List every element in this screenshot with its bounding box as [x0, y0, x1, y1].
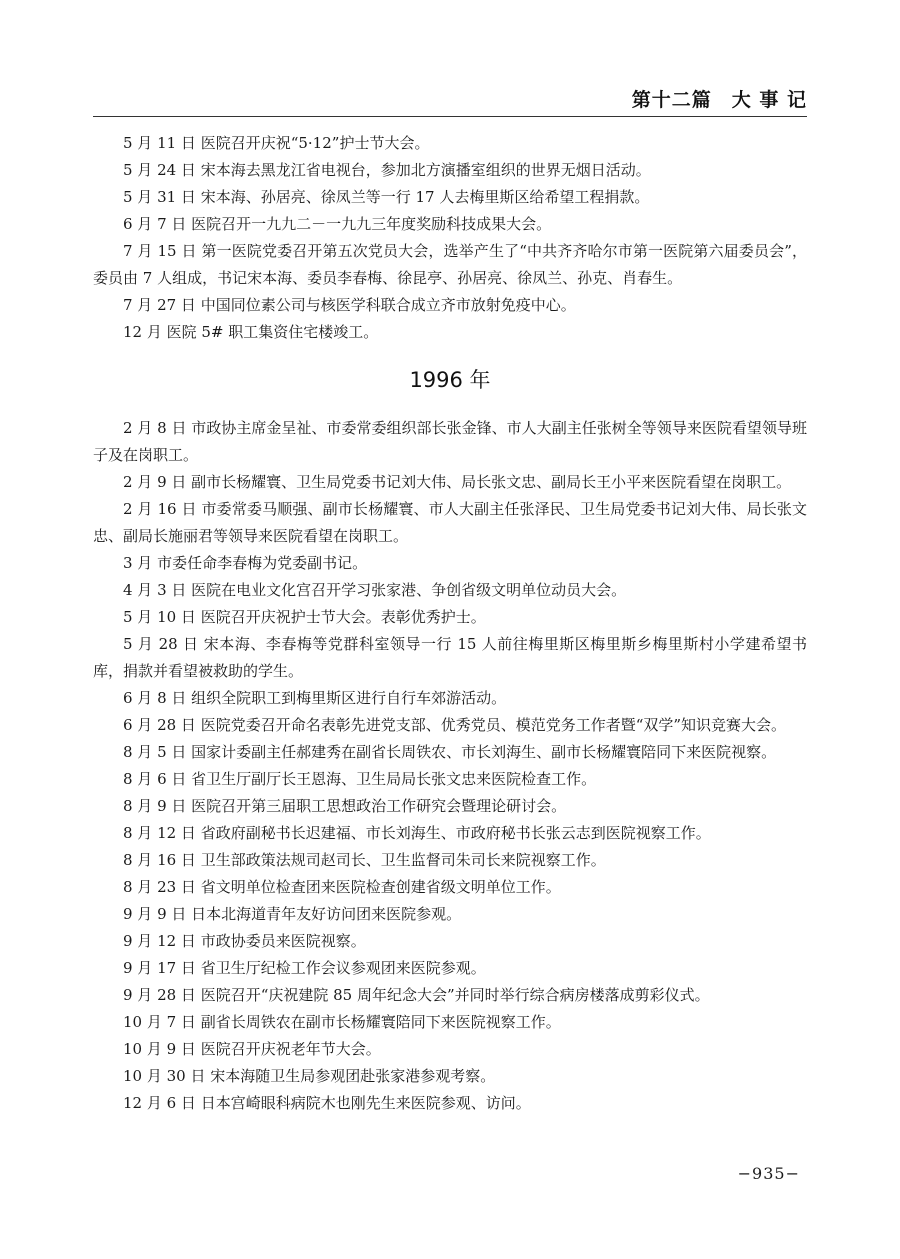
- event-entry: 5 月 11 日 医院召开庆祝“5·12”护士节大会。: [123, 134, 430, 152]
- event-entry: 9 月 28 日 医院召开“庆祝建院 85 周年纪念大会”并同时举行综合病房楼落成剪彩仪式。: [123, 986, 710, 1004]
- event-entry: 4 月 3 日 医院在电业文化宫召开学习张家港、争创省级文明单位动员大会。: [123, 581, 627, 599]
- event-entry: 8 月 5 日 国家计委副主任郝建秀在副省长周铁农、市长刘海生、副市长杨耀寰陪同下来医院视察。: [123, 743, 777, 761]
- event-entry: 10 月 7 日 副省长周铁农在副市长杨耀寰陪同下来医院视察工作。: [123, 1013, 561, 1031]
- entries-1995: [93, 130, 807, 346]
- event-entry: 8 月 6 日 省卫生厅副厅长王恩海、卫生局局长张文忠来医院检查工作。: [123, 770, 597, 788]
- event-entry: 2 月 9 日 副市长杨耀寰、卫生局党委书记刘大伟、局长张文忠、副局长王小平来医院看望在岗职工。: [123, 473, 792, 491]
- event-entry: 6 月 7 日 医院召开一九九二－一九九三年度奖励科技成果大会。: [123, 215, 552, 233]
- event-entry: 7 月 15 日 第一医院党委召开第五次党员大会，选举产生了“中共齐齐哈尔市第一医院第六届委员会”，委员由 7 人组成，书记宋本海、委员李春梅、徐昆亭、孙居亮、徐凤兰、孙克、肖春生。: [93, 242, 807, 287]
- event-entry: 8 月 23 日 省文明单位检查团来医院检查创建省级文明单位工作。: [123, 878, 561, 896]
- event-entry: 8 月 9 日 医院召开第三届职工思想政治工作研究会暨理论研讨会。: [123, 797, 567, 815]
- event-entry: 5 月 28 日 宋本海、李春梅等党群科室领导一行 15 人前往梅里斯区梅里斯乡梅里斯村小学建希望书库，捐款并看望被救助的学生。: [93, 635, 807, 680]
- event-entry: 9 月 9 日 日本北海道青年友好访问团来医院参观。: [123, 905, 462, 923]
- event-entry: 9 月 17 日 省卫生厅纪检工作会议参观团来医院参观。: [123, 959, 486, 977]
- event-entry: 12 月 6 日 日本宫崎眼科病院木也刚先生来医院参观、访问。: [123, 1094, 531, 1112]
- event-entry: 10 月 9 日 医院召开庆祝老年节大会。: [123, 1040, 381, 1058]
- event-entry: 9 月 12 日 市政协委员来医院视察。: [123, 932, 366, 950]
- event-entry: 2 月 8 日 市政协主席金呈祉、市委常委组织部长张金锋、市人大副主任张树全等领导来医院看望领导班子及在岗职工。: [93, 419, 807, 464]
- event-entry: 5 月 10 日 医院召开庆祝护士节大会。表彰优秀护士。: [123, 608, 486, 626]
- event-entry: 2 月 16 日 市委常委马顺强、副市长杨耀寰、市人大副主任张泽民、卫生局党委书记刘大伟、局长张文忠、副局长施丽君等领导来医院看望在岗职工。: [93, 500, 807, 545]
- event-entry: 10 月 30 日 宋本海随卫生局参观团赴张家港参观考察。: [123, 1067, 496, 1085]
- page-number: −935−: [737, 1164, 800, 1183]
- event-entry: 8 月 16 日 卫生部政策法规司赵司长、卫生监督司朱司长来院视察工作。: [123, 851, 606, 869]
- entries-1996: [93, 415, 807, 1117]
- event-entry: 12 月 医院 5# 职工集资住宅楼竣工。: [123, 323, 379, 341]
- event-entry: 6 月 8 日 组织全院职工到梅里斯区进行自行车郊游活动。: [123, 689, 507, 707]
- event-entry: 5 月 24 日 宋本海去黑龙江省电视台，参加北方演播室组织的世界无烟日活动。: [123, 161, 651, 179]
- year-heading: 1996 年: [409, 368, 491, 392]
- chapter-header: 第十二篇 大 事 记: [631, 89, 807, 111]
- event-entry: 5 月 31 日 宋本海、孙居亮、徐凤兰等一行 17 人去梅里斯区给希望工程捐款。: [123, 188, 650, 206]
- event-entry: 6 月 28 日 医院党委召开命名表彰先进党支部、优秀党员、模范党务工作者暨“双学”知识竞赛大会。: [123, 716, 787, 734]
- event-entry: 7 月 27 日 中国同位素公司与核医学科联合成立齐市放射免疫中心。: [123, 296, 576, 314]
- event-entry: 3 月 市委任命李春梅为党委副书记。: [123, 554, 368, 572]
- header-divider: [93, 116, 807, 117]
- event-entry: 8 月 12 日 省政府副秘书长迟建福、市长刘海生、市政府秘书长张云志到医院视察工作。: [123, 824, 711, 842]
